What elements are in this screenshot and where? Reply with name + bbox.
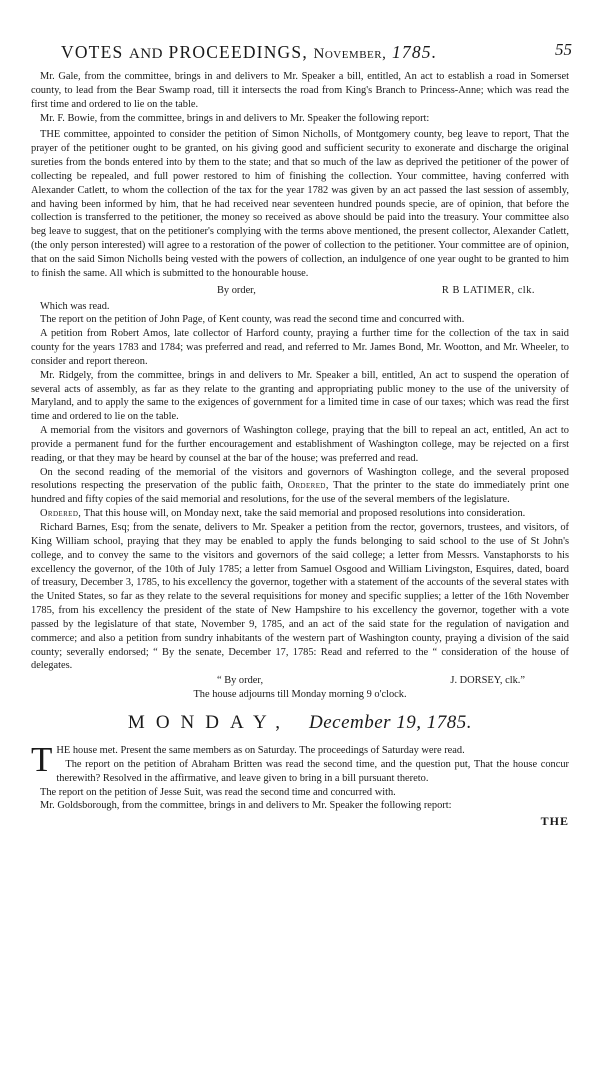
paragraph: A memorial from the visitors and governors of Washington college, praying that the bill to repeal an act, entitled, An act to provide a permanent fund for the further encouragement and establishment of Washington college, may be rejected on a first reading, or that they may be heard by counsel at the bar of the house; was preferred and read. [31, 425, 569, 464]
paragraph: The report on the petition of John Page, of Kent county, was read the second time and concurred with. [40, 314, 465, 326]
paragraph-text: On the second reading of the memorial of the visitors and governors of Washington college, and the several proposed resolutions respecting the preservation of the public faith, [31, 466, 569, 492]
by-order: By order, [217, 284, 256, 296]
day-name: MONDAY, [127, 711, 291, 733]
adjournment: The house adjourns till Monday morning 9 o'clock. [193, 689, 407, 701]
drop-cap: T [31, 739, 53, 779]
running-head [61, 42, 572, 66]
title-votes: VOTES [61, 42, 124, 62]
document-body [31, 70, 569, 829]
page-title [61, 42, 437, 63]
paragraph: Which was read. [40, 300, 110, 312]
title-and: AND [128, 46, 163, 62]
by-order: “ By order, [217, 675, 264, 687]
paragraph-text: That this house will, on Monday next, take the said memorial and proposed resolutions into consideration. [83, 508, 526, 520]
signature-block [31, 284, 569, 298]
day-heading [31, 711, 569, 735]
committee-report: THE committee, appointed to consider the petition of Simon Nicholls, of Montgomery county, beg leave to report, That the prayer of the petitioner ought to be granted, on his giving good and sufficient security to exonerate and discharge the original sureties from the bonds entered into by them to the state; and that so much of the law as deprived the petitioner of the power of collecting be repealed, and full power restored to him of finishing the collection. Your committee, having conferred with Alexander Catlett, to whom the collection of the tax for the year 1782 was given by an act passed the last session of assembly, and having been informed by him, that he had received near seventeen hundred pounds specie, are of opinion, that before the collection is transferred to the petitioner, the money so received as above should be paid into the treasury. Your committee also beg leave to suggest, that on the petitioner's complying with the terms above mentioned, the present collector, Alexander Catlett, (the only person interested) will agree to a restoration of the power of collection to the petitioner. Your committee are of opinion, that on the said Simon Nicholls being vested with the powers of collection, an indulgence of one year ought to be granted to him to finish the same. All which is submitted to the honourable house. [31, 129, 569, 279]
paragraph [31, 466, 569, 508]
paragraph: Mr. F. Bowie, from the committee, brings in and delivers to Mr. Speaker the following report: [40, 112, 430, 124]
paragraph: Mr. Gale, from the committee, brings in and delivers to Mr. Speaker a bill, entitled, An act to establish a road in Somerset county, to lead from the Bear Swamp road, till it intersects the road from King's Branch to Princess-Anne; which was read the first time and ordered to lie on the table. [31, 71, 569, 110]
paragraph: The report on the petition of Jesse Suit, was read the second time and concurred with. [40, 786, 396, 798]
paragraph-text: HE house met. Present the same members as on Saturday. The proceedings of Saturday were read. [56, 744, 465, 756]
title-month: November, [313, 46, 387, 62]
paragraph: The report on the petition of Abraham Britten was read the second time, and the question put, That the house concur therewith? Resolved in the affirmative, and leave given to bring in a bill pursuant thereto. [56, 758, 569, 784]
title-proceedings: PROCEEDINGS, [168, 42, 308, 62]
ordered-label: Ordered, [287, 480, 329, 492]
paragraph: Mr. Ridgely, from the committee, brings in and delivers to Mr. Speaker a bill, entitled, An act to suspend the operation of several acts of assembly, as far as they relate to the granting and appropriating public money to the use of the university of Maryland, and to apply the same to the exigences of government for a limited time in case of our taxes; which was read the first time and ordered to lie on the table. [31, 369, 569, 423]
paragraph: Mr. Goldsborough, from the committee, brings in and delivers to Mr. Speaker the following report: [40, 800, 452, 812]
clerk-signature: J. DORSEY, clk.” [450, 675, 525, 687]
paragraph: A petition from Robert Amos, late collector of Harford county, praying a further time for the collection of the tax in said county for the years 1783 and 1784; was preferred and read, and referred to Mr. James Bond, Mr. Wootton, and Mr. Wheeler, to consider and report thereon. [31, 328, 569, 367]
paragraph: Richard Barnes, Esq; from the senate, delivers to Mr. Speaker a petition from the rector, governors, trustees, and visitors, of King William school, praying that they may be enabled to apply the funds belonging to said school to the use of St John's college, and to convey the same to the visitors and governors of the said college; a letter from Messrs. Vanstaphorsts to his excellency the governor, of the 10th of July 1785; a letter from Samuel Osgood and William Livingston, Esquires, dated, board of treasury, December 3, 1785, to his excellency the governor, together with a statement of the accounts of the several states with the United States, so far as they relate to the several requisitions for money and specific supplies; a letter of the 16th November 1785, from his excellency the president of the state of New Hampshire to his excellency the governor, together with a vote passed by the legislature of that state, November 9, 1785, and an act of the said state for the regulation of navigation and commerce; and also a petition from sundry inhabitants of the western part of Washington county, praying a division of the said county; severally endorsed; “ By the senate, December 17, 1785: Read and referred to the “ consideration of the house of delegates. [31, 522, 569, 672]
ordered-label: Ordered, [40, 508, 82, 520]
page-number: 55 [555, 40, 572, 59]
paragraph-text: That the printer to the state do immediately print one hundred and fifty copies of the said memorial and resolutions, for the use of the several members of the legislature. [31, 480, 569, 506]
title-year: 1785. [391, 42, 438, 62]
day-date: December 19, 1785. [308, 711, 473, 733]
clerk-signature: R B LATIMER, clk. [441, 284, 535, 296]
catchword: THE [540, 814, 569, 829]
signature-block [31, 674, 569, 688]
paragraph [31, 507, 569, 521]
